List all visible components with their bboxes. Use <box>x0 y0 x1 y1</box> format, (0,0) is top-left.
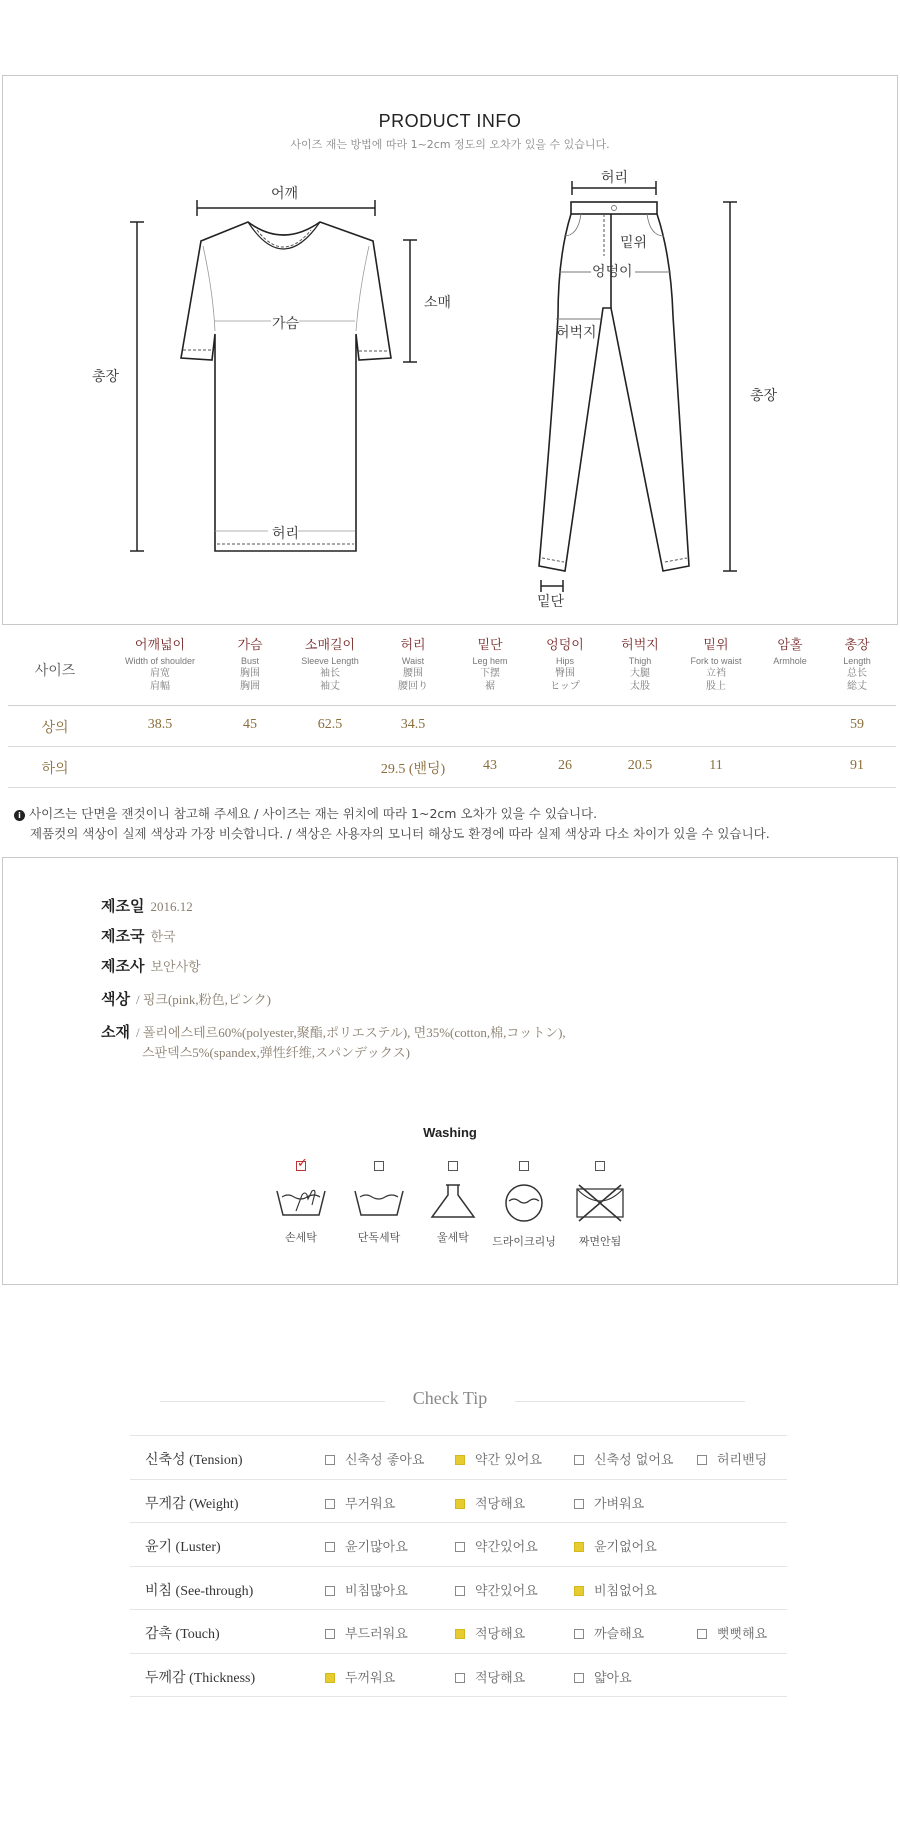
washing-label: 손세탁 <box>285 1231 317 1244</box>
check-tip-option <box>325 1449 424 1468</box>
size-column-en: Sleeve Length <box>301 656 359 666</box>
check-tip-label: 비침 (See-through) <box>145 1583 254 1599</box>
size-column-header <box>125 638 195 693</box>
no-wring-icon <box>560 1183 640 1227</box>
size-column-jp: 腰回り <box>398 681 428 692</box>
check-tip-row <box>130 1567 787 1611</box>
check-tip-checkbox <box>455 1586 465 1596</box>
check-tip-option <box>697 1623 767 1642</box>
maker-key: 제조사 <box>101 957 145 975</box>
label-pants-hem: 밑단 <box>537 594 565 610</box>
label-pants-hips: 엉덩이 <box>592 264 633 280</box>
material-value-2: 스판덱스5%(spandex,弹性纤维,スパンデックス) <box>142 1045 410 1060</box>
size-column-en: Bust <box>240 656 259 666</box>
label-chest: 가슴 <box>272 316 300 332</box>
size-cell: 45 <box>243 717 257 732</box>
size-column-en: Waist <box>401 656 425 666</box>
tshirt-outline <box>181 222 391 551</box>
check-tip-option-label: 허리밴딩 <box>717 1453 768 1468</box>
maker-row <box>101 955 201 976</box>
check-tip-checkbox <box>574 1629 584 1639</box>
size-column-jp: 股上 <box>705 681 726 692</box>
washing-checkbox <box>296 1161 306 1171</box>
check-tip-checkbox <box>325 1586 335 1596</box>
size-column-kr: 허벅지 <box>621 638 659 653</box>
check-tip-checkbox <box>574 1499 584 1509</box>
check-tip-option-label: 가벼워요 <box>594 1496 645 1512</box>
size-column-cn: 袖长 <box>319 668 340 679</box>
check-tip-checkbox <box>325 1499 335 1509</box>
size-column-jp: ヒップ <box>550 681 580 692</box>
size-cell: 26 <box>558 758 572 773</box>
check-tip-checkbox <box>574 1542 584 1552</box>
check-tip-rule-right <box>515 1401 745 1402</box>
size-column-header <box>690 638 741 693</box>
label-pants-thigh: 허벅지 <box>556 325 597 341</box>
check-tip-checkbox <box>325 1455 335 1465</box>
check-tip-option <box>574 1623 644 1642</box>
size-notes <box>14 804 770 844</box>
size-column-en: Length <box>843 656 871 666</box>
product-info-title: PRODUCT INFO <box>378 111 522 131</box>
size-column-kr: 암홀 <box>777 638 803 653</box>
size-column-kr: 밑위 <box>703 638 729 653</box>
size-column-cn: 大腿 <box>630 668 650 679</box>
size-table-header <box>8 636 896 706</box>
size-column-jp: 総丈 <box>847 681 867 692</box>
check-tip-option <box>455 1623 525 1642</box>
size-column-kr: 소매길이 <box>304 638 356 653</box>
size-column-en: Fork to waist <box>690 656 742 666</box>
size-column-header <box>843 638 871 693</box>
check-tip-option <box>574 1449 673 1468</box>
size-row-label: 상의 <box>41 720 69 736</box>
label-sleeve: 소매 <box>424 295 452 311</box>
size-column-kr: 엉덩이 <box>546 638 584 653</box>
check-tip-option-label: 뻣뻣해요 <box>717 1627 768 1642</box>
size-cell: 34.5 <box>400 717 426 732</box>
check-tip-option <box>325 1623 408 1642</box>
check-tip-option <box>455 1449 542 1468</box>
size-cell: 11 <box>709 758 723 773</box>
size-table <box>8 636 896 788</box>
size-column-en: Hips <box>555 656 574 666</box>
size-column-en: Thigh <box>628 656 652 666</box>
check-tip-checkbox <box>574 1673 584 1683</box>
check-tip-option <box>574 1536 657 1555</box>
check-tip-checkbox <box>697 1629 707 1639</box>
washing-title: Washing <box>423 1125 477 1140</box>
check-tip-option <box>455 1536 538 1555</box>
check-tip-checkbox <box>325 1629 335 1639</box>
size-column-kr: 총장 <box>844 638 870 653</box>
check-tip-option-label: 적당해요 <box>475 1627 526 1642</box>
top-garment-diagram <box>3 76 899 626</box>
check-tip-option-label: 신축성 좋아요 <box>345 1453 425 1468</box>
check-tip-option <box>325 1580 408 1599</box>
check-tip-checkbox <box>325 1673 335 1683</box>
wool-wash-icon <box>413 1183 493 1223</box>
label-pants-rise: 밑위 <box>620 235 648 251</box>
check-tip-option-label: 부드러워요 <box>345 1627 408 1642</box>
check-tip-title: Check Tip <box>412 1388 488 1408</box>
washing-label: 울세탁 <box>437 1231 469 1244</box>
size-column-jp: 肩幅 <box>149 681 170 692</box>
check-tip-option-label: 약간있어요 <box>475 1583 538 1599</box>
size-column-header <box>237 638 262 693</box>
washing-label: 드라이크리닝 <box>492 1235 556 1248</box>
washing-checkbox <box>519 1161 529 1171</box>
label-pants-length: 총장 <box>750 388 778 404</box>
size-column-header <box>398 638 428 693</box>
size-row <box>8 706 896 747</box>
check-tip-checkbox <box>574 1455 584 1465</box>
check-tip-option-label: 신축성 없어요 <box>594 1453 674 1468</box>
check-tip-option <box>325 1667 395 1686</box>
size-column-jp: 袖丈 <box>319 681 340 692</box>
check-tip-option-label: 적당해요 <box>475 1670 526 1686</box>
size-column-jp: 裾 <box>485 681 495 692</box>
check-tip-checkbox <box>455 1673 465 1683</box>
label-top-length: 총장 <box>92 369 120 385</box>
country-row <box>101 925 176 946</box>
washing-checkbox <box>595 1161 605 1171</box>
size-column-cn: 臀围 <box>555 668 575 679</box>
check-tip-checkbox <box>574 1586 584 1596</box>
check-tip-option-label: 약간있어요 <box>475 1540 538 1555</box>
check-tip-label: 윤기 (Luster) <box>145 1540 221 1555</box>
check-tip-option-label: 윤기없어요 <box>594 1540 657 1555</box>
check-tip-row <box>130 1436 787 1480</box>
size-header-label: 사이즈 <box>34 663 76 679</box>
size-column-jp: 太股 <box>630 681 650 692</box>
check-tip-label: 두께감 (Thickness) <box>145 1670 256 1686</box>
check-tip-label: 신축성 (Tension) <box>145 1453 243 1468</box>
check-tip-option-label: 얇아요 <box>594 1670 632 1686</box>
check-tip-option <box>455 1580 538 1599</box>
pants-waistband <box>571 202 657 214</box>
size-column-cn: 肩宽 <box>149 668 170 679</box>
check-tip-option <box>325 1536 408 1555</box>
dry-clean-icon <box>484 1183 564 1227</box>
check-tip-option-label: 약간 있어요 <box>475 1453 542 1468</box>
material-key: 소재 <box>101 1023 130 1041</box>
product-info-subtitle: 사이즈 재는 방법에 따라 1~2cm 정도의 오차가 있을 수 있습니다. <box>290 138 610 151</box>
material-row-2 <box>142 1042 410 1061</box>
made-date-value: 2016.12 <box>150 899 193 914</box>
check-tip-checkbox <box>455 1542 465 1552</box>
size-column-header <box>301 638 359 693</box>
size-row <box>8 747 896 788</box>
size-column-header <box>773 638 807 667</box>
label-pants-waist: 허리 <box>601 170 629 186</box>
check-tip-option-label: 비침많아요 <box>345 1583 408 1599</box>
check-tip-row <box>130 1523 787 1567</box>
washing-item <box>484 1156 564 1249</box>
check-tip-label: 감촉 (Touch) <box>145 1627 220 1642</box>
check-tip-option <box>697 1449 767 1468</box>
check-tip-checkbox <box>325 1542 335 1552</box>
washing-item <box>413 1156 493 1245</box>
label-shoulder: 어깨 <box>271 186 299 202</box>
material-row <box>101 1021 566 1042</box>
check-tip-option-label: 비침없어요 <box>594 1583 657 1599</box>
check-tip-row <box>130 1654 787 1698</box>
size-column-jp: 胸囲 <box>240 681 260 692</box>
size-column-en: Leg hem <box>472 656 508 666</box>
size-column-cn: 胸围 <box>240 668 260 679</box>
color-row <box>101 988 271 1009</box>
size-column-kr: 밑단 <box>477 638 503 653</box>
country-key: 제조국 <box>101 927 145 945</box>
product-info-panel <box>2 75 898 625</box>
size-cell: 20.5 <box>627 758 653 773</box>
check-tip-row <box>130 1610 787 1654</box>
check-tip-checkbox <box>455 1499 465 1509</box>
size-cell: 43 <box>483 758 497 773</box>
size-column-cn: 总长 <box>847 668 867 679</box>
country-value: 한국 <box>150 929 176 944</box>
size-column-en: Width of shoulder <box>124 656 196 666</box>
made-date-row <box>101 895 193 916</box>
check-tip-checkbox <box>697 1455 707 1465</box>
check-tip-option <box>455 1667 525 1686</box>
size-cell: 38.5 <box>147 717 173 732</box>
size-column-en: Armhole <box>773 656 807 666</box>
size-row-label: 하의 <box>41 761 69 777</box>
washing-item <box>560 1156 640 1249</box>
size-column-header <box>621 638 659 693</box>
info-icon: i <box>14 810 25 821</box>
color-value: / 핑크(pink,粉色,ピンク) <box>135 992 271 1007</box>
check-tip-checkbox <box>455 1629 465 1639</box>
check-tip-option-label: 무거워요 <box>345 1496 396 1512</box>
hand-wash-icon <box>261 1183 341 1223</box>
check-tip-option <box>574 1493 644 1512</box>
maker-value: 보안사항 <box>150 959 201 974</box>
size-cell: 62.5 <box>317 717 343 732</box>
label-top-waist: 허리 <box>272 526 300 542</box>
color-key: 색상 <box>101 990 130 1008</box>
washing-checkbox <box>448 1161 458 1171</box>
size-cell: 91 <box>850 758 864 773</box>
size-column-header <box>546 638 584 693</box>
size-column-cn: 腰围 <box>403 668 423 679</box>
washing-label: 단독세탁 <box>357 1231 401 1244</box>
note-line-2: 제품컷의 색상이 실제 색상과 가장 비슷합니다. / 색상은 사용자의 모니터 해상도 환경에 따라 실제 색상과 다소 차이가 있을 수 있습니다. <box>30 826 770 841</box>
check-tip-row <box>130 1480 787 1524</box>
size-column-cn: 下摆 <box>480 668 500 679</box>
washing-item <box>261 1156 341 1245</box>
size-column-kr: 허리 <box>400 638 426 653</box>
made-date-key: 제조일 <box>101 897 145 915</box>
note-line-1: 사이즈는 단면을 잰것이니 참고해 주세요 / 사이즈는 재는 위치에 따라 1~2cm 오차가 있을 수 있습니다. <box>29 806 598 821</box>
check-tip-option <box>574 1667 632 1686</box>
check-tip-option-label: 윤기많아요 <box>345 1540 408 1555</box>
product-detail-panel <box>2 857 898 1285</box>
check-tip-option-label: 적당해요 <box>475 1496 526 1512</box>
size-column-kr: 가슴 <box>237 638 263 653</box>
check-tip-option <box>455 1493 525 1512</box>
wash-basin-icon <box>339 1183 419 1223</box>
size-column-cn: 立裆 <box>705 668 726 679</box>
size-cell: 59 <box>850 717 864 732</box>
check-tip-option <box>574 1580 657 1599</box>
size-cell: 29.5 (밴딩) <box>380 762 446 777</box>
size-column-header <box>472 638 507 693</box>
material-value-1: / 폴리에스테르60%(polyester,聚酯,ポリエステル), 면35%(cotton,棉,コットン), <box>135 1025 566 1040</box>
check-tip-table <box>130 1435 787 1697</box>
check-tip-option-label: 두꺼워요 <box>345 1670 396 1686</box>
check-tip-option <box>325 1493 395 1512</box>
washing-checkbox <box>374 1161 384 1171</box>
check-tip-checkbox <box>455 1455 465 1465</box>
check-tip-option-label: 까슬해요 <box>594 1627 645 1642</box>
size-column-kr: 어깨넓이 <box>134 638 186 653</box>
washing-item <box>339 1156 419 1245</box>
washing-label: 짜면안됨 <box>578 1235 622 1248</box>
check-tip-label: 무게감 (Weight) <box>145 1496 239 1512</box>
